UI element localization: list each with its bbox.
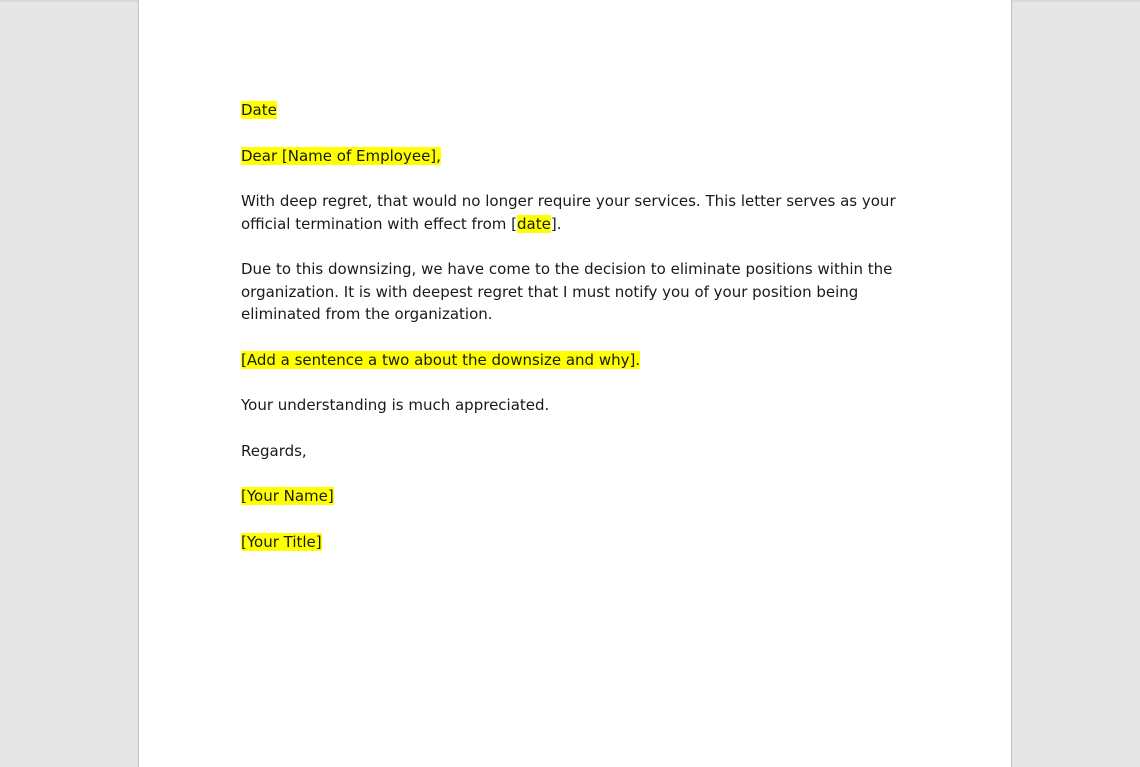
reason-line[interactable] — [241, 349, 911, 372]
date-line[interactable] — [241, 99, 911, 122]
signature-title-placeholder: [Your Title] — [241, 532, 322, 551]
letter-body[interactable] — [241, 99, 911, 576]
downsizing-paragraph[interactable]: Due to this downsizing, we have come to the decision to eliminate positions within the organization. It is with deepest regret that I must notify you of your position being eliminated from the organization. — [241, 260, 893, 323]
closing-line[interactable]: Regards, — [241, 441, 307, 460]
signature-name-line[interactable] — [241, 485, 911, 508]
termination-date-placeholder: date — [517, 214, 551, 233]
signature-title-line[interactable] — [241, 531, 911, 554]
signature-name-placeholder: [Your Name] — [241, 487, 334, 505]
salutation-placeholder: Dear [Name of Employee], — [241, 146, 441, 165]
salutation-line[interactable] — [241, 145, 911, 168]
termination-text-before: With deep regret, that would no longer require your services. This letter serves as your official termination with effect from [ — [241, 192, 896, 233]
termination-paragraph[interactable] — [241, 190, 911, 235]
document-page[interactable] — [138, 0, 1012, 767]
termination-text-after: ]. — [550, 214, 562, 233]
reason-placeholder: [Add a sentence a two about the downsize and why]. — [241, 350, 641, 369]
date-placeholder: Date — [241, 101, 277, 119]
appreciation-line[interactable]: Your understanding is much appreciated. — [241, 396, 550, 414]
